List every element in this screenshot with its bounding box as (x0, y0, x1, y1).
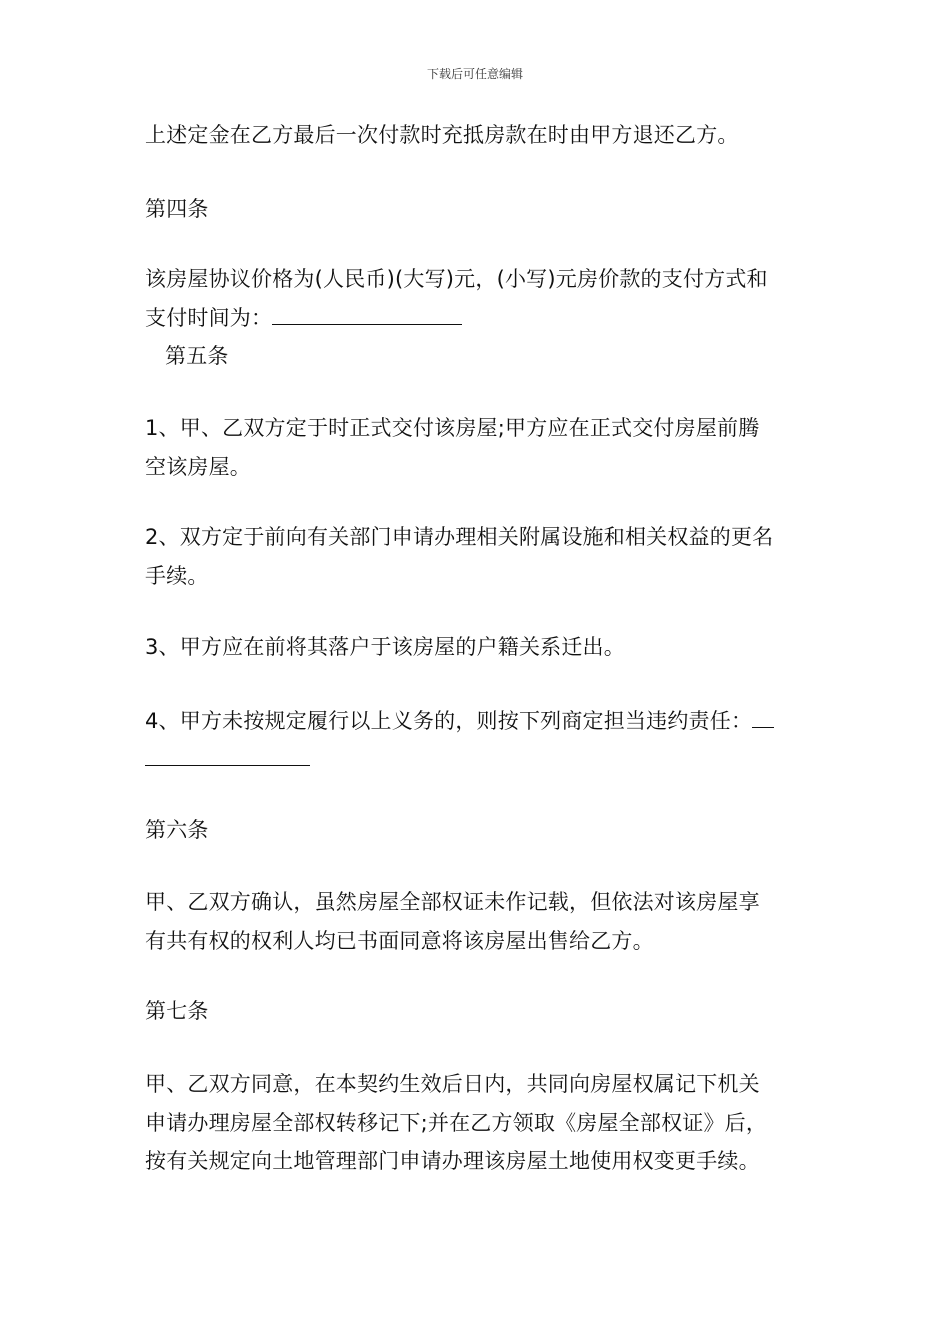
fill-in-blank (272, 304, 462, 325)
article-4-line-1: 该房屋协议价格为(人民币)(大写)元，(小写)元房价款的支付方式和 (145, 267, 768, 291)
article-6-title: 第六条 (145, 818, 209, 842)
article-5-item-4-text: 4、甲方未按规定履行以上义务的，则按下列商定担当违约责任： (145, 709, 753, 733)
article-7-line-1: 甲、乙双方同意，在本契约生效后日内，共同向房屋权属记下机关 (145, 1072, 760, 1096)
fill-in-blank (145, 745, 310, 766)
article-5-item-2-line-1: 2、双方定于前向有关部门申请办理相关附属设施和相关权益的更名 (145, 525, 774, 549)
paragraph-deposit: 上述定金在乙方最后一次付款时充抵房款在时由甲方退还乙方。 (145, 123, 739, 147)
article-5-item-4-line-2 (145, 744, 310, 774)
article-4-line-2 (145, 303, 462, 333)
article-7-line-3: 按有关规定向土地管理部门申请办理该房屋土地使用权变更手续。 (145, 1149, 760, 1173)
article-5-item-3: 3、甲方应在前将其落户于该房屋的户籍关系迁出。 (145, 635, 625, 659)
article-5-item-2-line-2: 手续。 (145, 564, 209, 588)
article-5-title: 第五条 (165, 344, 229, 368)
fill-in-blank (752, 707, 774, 728)
article-7-line-2: 申请办理房屋全部权转移记下;并在乙方领取《房屋全部权证》后， (145, 1111, 768, 1135)
article-5-item-1-line-2: 空该房屋。 (145, 455, 251, 479)
article-6-line-1: 甲、乙双方确认，虽然房屋全部权证未作记载，但依法对该房屋享 (145, 890, 760, 914)
article-7-title: 第七条 (145, 999, 209, 1023)
article-6-line-2: 有共有权的权利人均已书面同意将该房屋出售给乙方。 (145, 929, 654, 953)
article-5-item-4-line-1 (145, 706, 774, 736)
article-4-title: 第四条 (145, 197, 209, 221)
article-5-item-1-line-1: 1、甲、乙双方定于时正式交付该房屋;甲方应在正式交付房屋前腾 (145, 416, 760, 440)
page-header-note: 下载后可任意编辑 (426, 67, 523, 81)
article-4-line-2-text: 支付时间为： (145, 306, 273, 330)
